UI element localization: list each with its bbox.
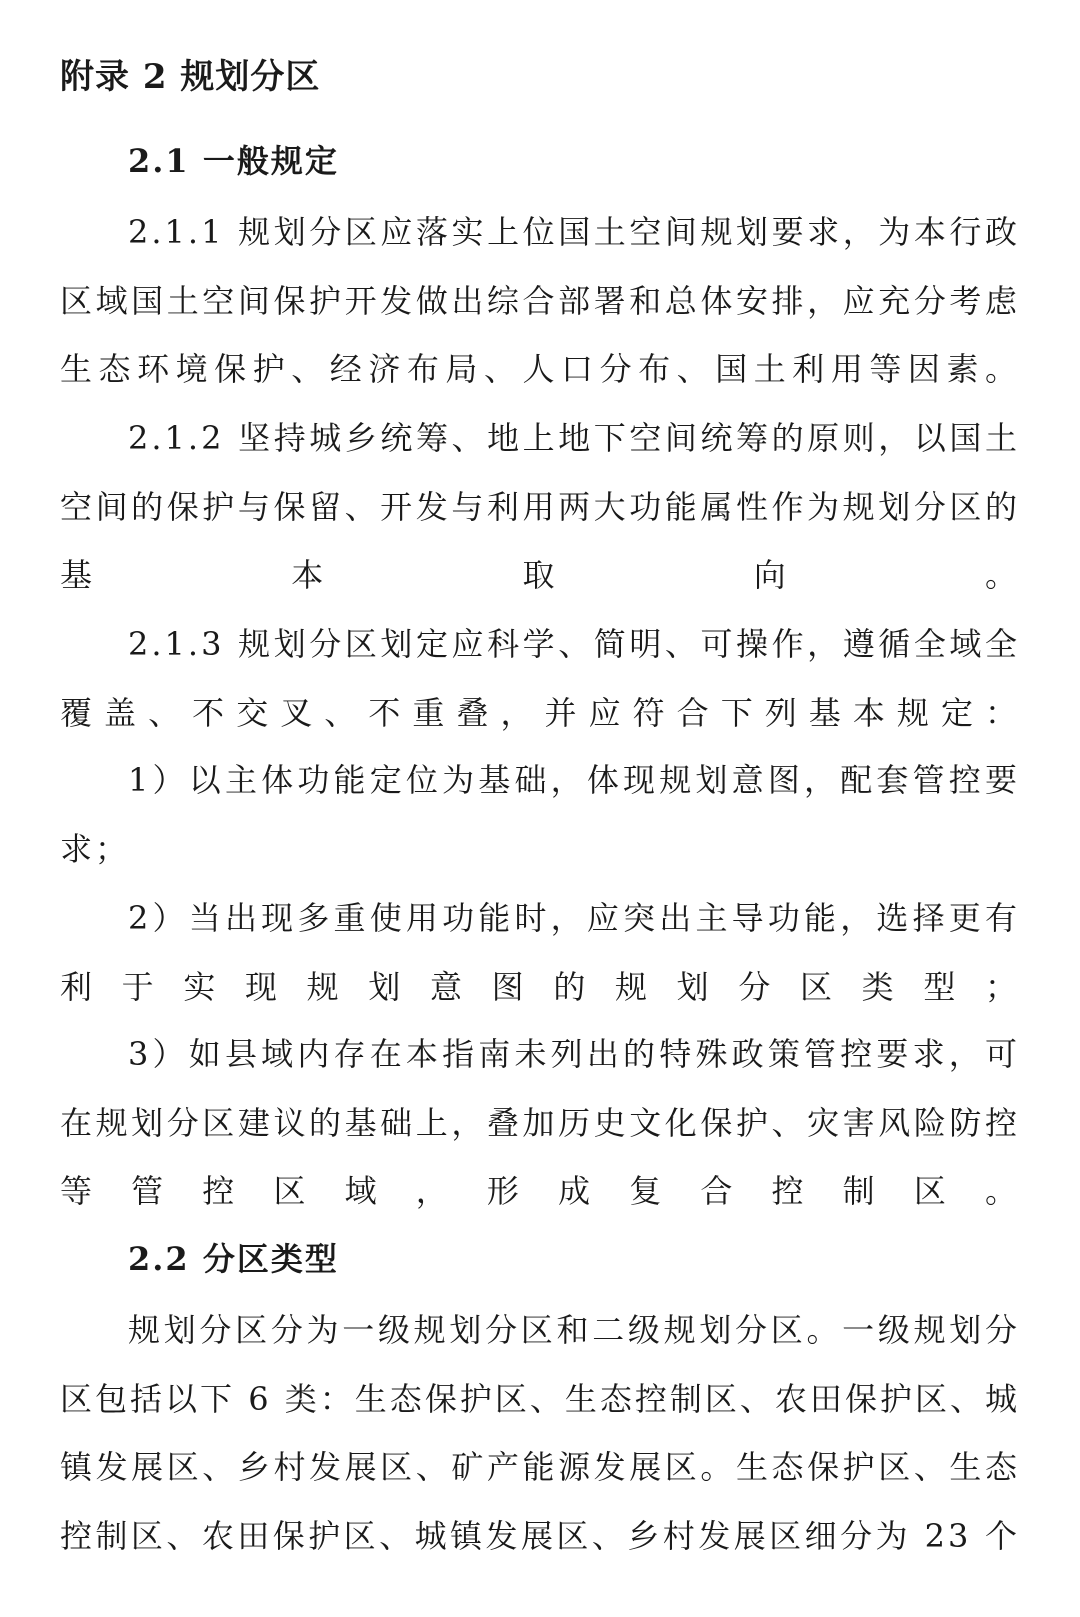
list-item-3: 3）如县域内存在本指南未列出的特殊政策管控要求，可在规划分区建议的基础上，叠加历史文化保护、灾害风险防控等管控区域，形成复合控制区。	[60, 1035, 1020, 1210]
paragraph-2-1-3: 2.1.3 规划分区划定应科学、简明、可操作，遵循全域全覆盖、不交叉、不重叠，并应符合下列基本规定：	[60, 625, 1020, 732]
section-heading-2-2: 2.2 分区类型	[128, 1240, 339, 1278]
appendix-title: 附录 2 规划分区	[60, 57, 321, 97]
list-item-2: 2）当出现多重使用功能时，应突出主导功能，选择更有利于实现规划意图的规划分区类型；	[60, 899, 1020, 1006]
paragraph-2-2: 规划分区分为一级规划分区和二级规划分区。一级规划分区包括以下 6 类：生态保护区、生态控制区、农田保护区、城镇发展区、乡村发展区、矿产能源发展区。生态保护区、生态控制区、农田保护区、城镇发展区、乡村发展区细分为 23 个	[60, 1311, 1020, 1555]
list-item-1: 1）以主体功能定位为基础，体现规划意图，配套管控要求；	[60, 761, 1020, 868]
section-heading-2-1: 2.1 一般规定	[128, 142, 339, 180]
paragraph-2-1-2: 2.1.2 坚持城乡统筹、地上地下空间统筹的原则，以国土空间的保护与保留、开发与利用两大功能属性作为规划分区的基本取向。	[60, 419, 1020, 594]
paragraph-2-1-1: 2.1.1 规划分区应落实上位国土空间规划要求，为本行政区域国土空间保护开发做出综合部署和总体安排，应充分考虑生态环境保护、经济布局、人口分布、国土利用等因素。	[60, 213, 1020, 388]
